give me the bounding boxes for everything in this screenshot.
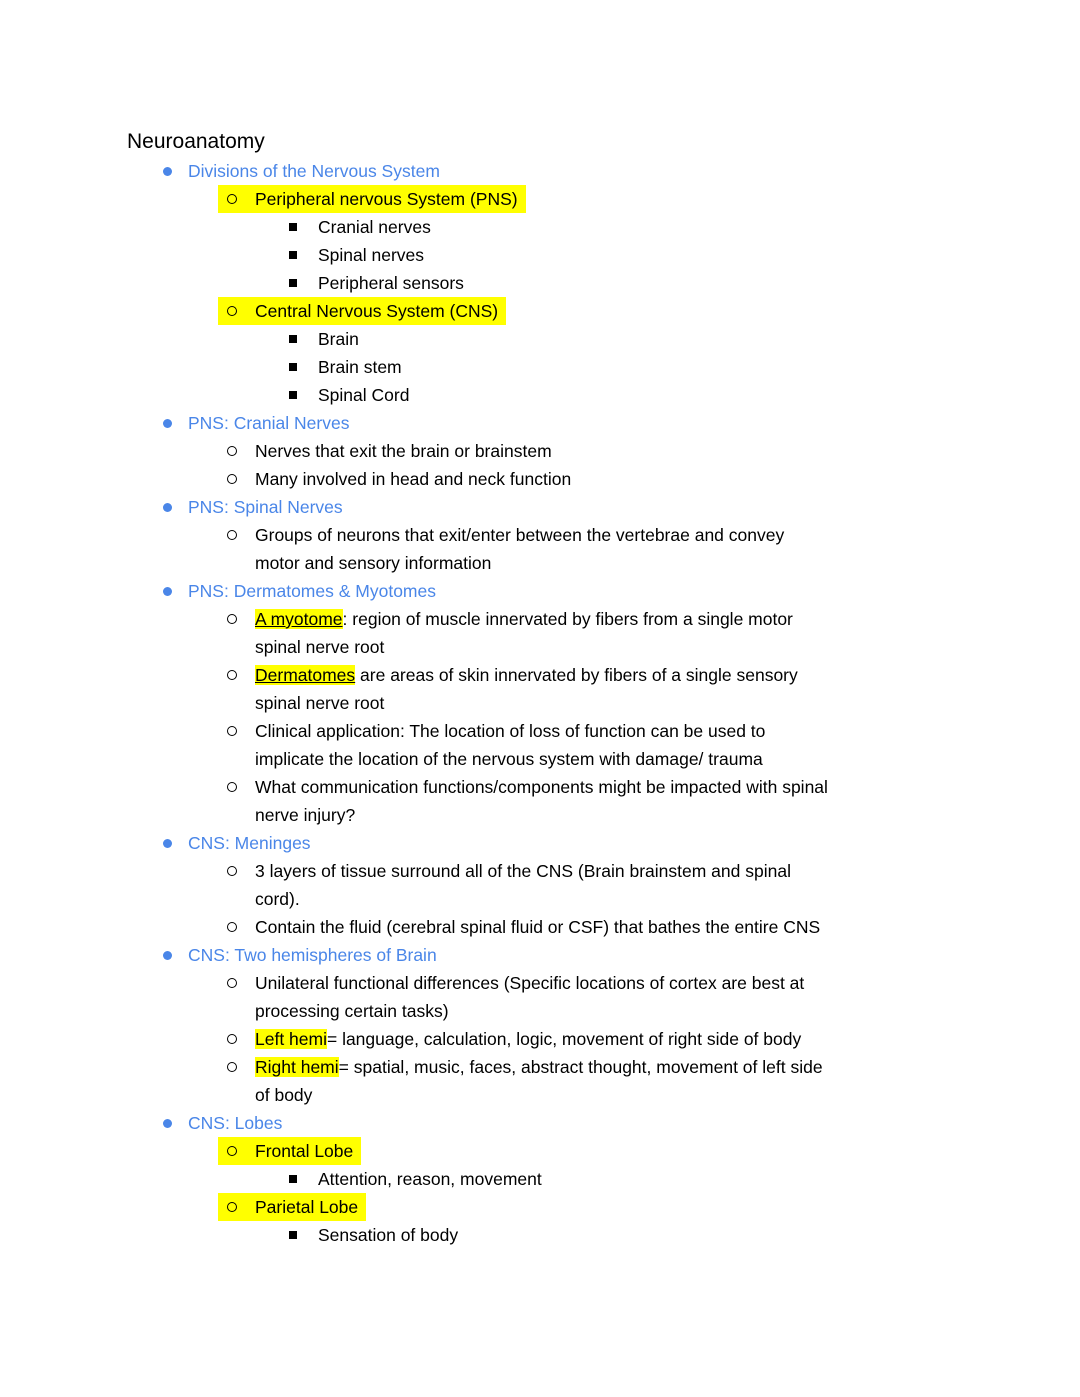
list-item — [0, 1053, 1080, 1109]
bullet-ring-icon — [227, 1137, 255, 1165]
list-item — [0, 941, 1080, 969]
list-item-text: Nerves that exit the brain or brainstem — [255, 441, 552, 461]
list-item-text: Left hemi= language, calculation, logic, movement of right side of body — [255, 1029, 802, 1049]
list-item-text: Brain — [318, 329, 359, 349]
list-item — [0, 409, 1080, 437]
list-item-text: Frontal Lobe — [255, 1141, 354, 1161]
bullet-ring-icon — [227, 913, 255, 941]
bullet-square-icon — [289, 353, 318, 381]
list-item — [0, 493, 1080, 521]
list-item-text: PNS: Spinal Nerves — [188, 497, 343, 517]
bullet-square-icon — [289, 1165, 318, 1193]
bullet-circle-icon — [163, 157, 188, 185]
bullet-ring-icon — [227, 185, 255, 213]
bullet-ring-icon — [227, 969, 255, 1025]
list-item — [0, 1109, 1080, 1137]
list-item-text: Dermatomes are areas of skin innervated by fibers of a single sensory spinal nerve root — [255, 665, 798, 713]
bullet-ring-icon — [227, 521, 255, 577]
bullet-square-icon — [289, 269, 318, 297]
list-item — [0, 661, 1080, 717]
list-item — [0, 969, 1080, 1025]
list-item-text: 3 layers of tissue surround all of the CNS (Brain brainstem and spinal cord). — [255, 861, 791, 909]
bullet-square-icon — [289, 241, 318, 269]
list-item-text: Sensation of body — [318, 1225, 459, 1245]
bullet-circle-icon — [163, 409, 188, 437]
list-item — [0, 773, 1080, 829]
list-item-text: Right hemi= spatial, music, faces, abstract thought, movement of left side of body — [255, 1057, 823, 1105]
document-list — [0, 157, 1080, 1249]
document-title: Neuroanatomy — [127, 130, 265, 153]
bullet-ring-icon — [227, 1053, 255, 1109]
bullet-square-icon — [289, 325, 318, 353]
list-item-text: Central Nervous System (CNS) — [255, 301, 499, 321]
list-item — [0, 1165, 1080, 1193]
list-item — [0, 381, 1080, 409]
list-item-text: CNS: Lobes — [188, 1113, 283, 1133]
list-item — [0, 1193, 1080, 1221]
list-item-text: What communication functions/components might be impacted with spinal nerve injury? — [255, 777, 828, 825]
bullet-circle-icon — [163, 577, 188, 605]
list-item-text: Divisions of the Nervous System — [188, 161, 440, 181]
list-item — [0, 605, 1080, 661]
list-item — [0, 1221, 1080, 1249]
bullet-square-icon — [289, 1221, 318, 1249]
list-item-text: Groups of neurons that exit/enter between the vertebrae and convey motor and sensory information — [255, 525, 785, 573]
list-item-text: Peripheral nervous System (PNS) — [255, 189, 518, 209]
list-item — [0, 213, 1080, 241]
list-item — [0, 521, 1080, 577]
list-item — [0, 269, 1080, 297]
list-item-text: PNS: Dermatomes & Myotomes — [188, 581, 436, 601]
list-item — [0, 577, 1080, 605]
list-item-text: Clinical application: The location of loss of function can be used to implicate the location of the nervous system with damage/ trauma — [255, 721, 766, 769]
list-item-text: PNS: Cranial Nerves — [188, 413, 350, 433]
bullet-ring-icon — [227, 661, 255, 717]
list-item — [0, 717, 1080, 773]
list-item — [0, 437, 1080, 465]
bullet-ring-icon — [227, 297, 255, 325]
list-item — [0, 857, 1080, 913]
bullet-ring-icon — [227, 857, 255, 913]
list-item-text: Peripheral sensors — [318, 273, 464, 293]
bullet-ring-icon — [227, 717, 255, 773]
list-item — [0, 297, 1080, 325]
bullet-ring-icon — [227, 465, 255, 493]
bullet-ring-icon — [227, 1193, 255, 1221]
list-item-text: Parietal Lobe — [255, 1197, 359, 1217]
list-item — [0, 1137, 1080, 1165]
list-item — [0, 353, 1080, 381]
list-item-text: Unilateral functional differences (Specific locations of cortex are best at processing certain tasks) — [255, 973, 805, 1021]
list-item-text: Brain stem — [318, 357, 402, 377]
bullet-square-icon — [289, 381, 318, 409]
list-item-text: CNS: Meninges — [188, 833, 311, 853]
list-item — [0, 325, 1080, 353]
list-item-text: A myotome: region of muscle innervated by fibers from a single motor spinal nerve root — [255, 609, 793, 657]
bullet-ring-icon — [227, 1025, 255, 1053]
list-item — [0, 185, 1080, 213]
bullet-ring-icon — [227, 437, 255, 465]
list-item-text: Many involved in head and neck function — [255, 469, 572, 489]
bullet-ring-icon — [227, 605, 255, 661]
list-item-text: CNS: Two hemispheres of Brain — [188, 945, 437, 965]
list-item — [0, 913, 1080, 941]
bullet-circle-icon — [163, 941, 188, 969]
list-item-text: Attention, reason, movement — [318, 1169, 542, 1189]
list-item-text: Cranial nerves — [318, 217, 431, 237]
list-item — [0, 1025, 1080, 1053]
list-item-text: Spinal Cord — [318, 385, 410, 405]
list-item-text: Contain the fluid (cerebral spinal fluid or CSF) that bathes the entire CNS — [255, 917, 821, 937]
bullet-circle-icon — [163, 829, 188, 857]
bullet-ring-icon — [227, 773, 255, 829]
bullet-square-icon — [289, 213, 318, 241]
list-item-text: Spinal nerves — [318, 245, 425, 265]
list-item — [0, 241, 1080, 269]
list-item — [0, 157, 1080, 185]
list-item — [0, 829, 1080, 857]
list-item — [0, 465, 1080, 493]
bullet-circle-icon — [163, 1109, 188, 1137]
bullet-circle-icon — [163, 493, 188, 521]
